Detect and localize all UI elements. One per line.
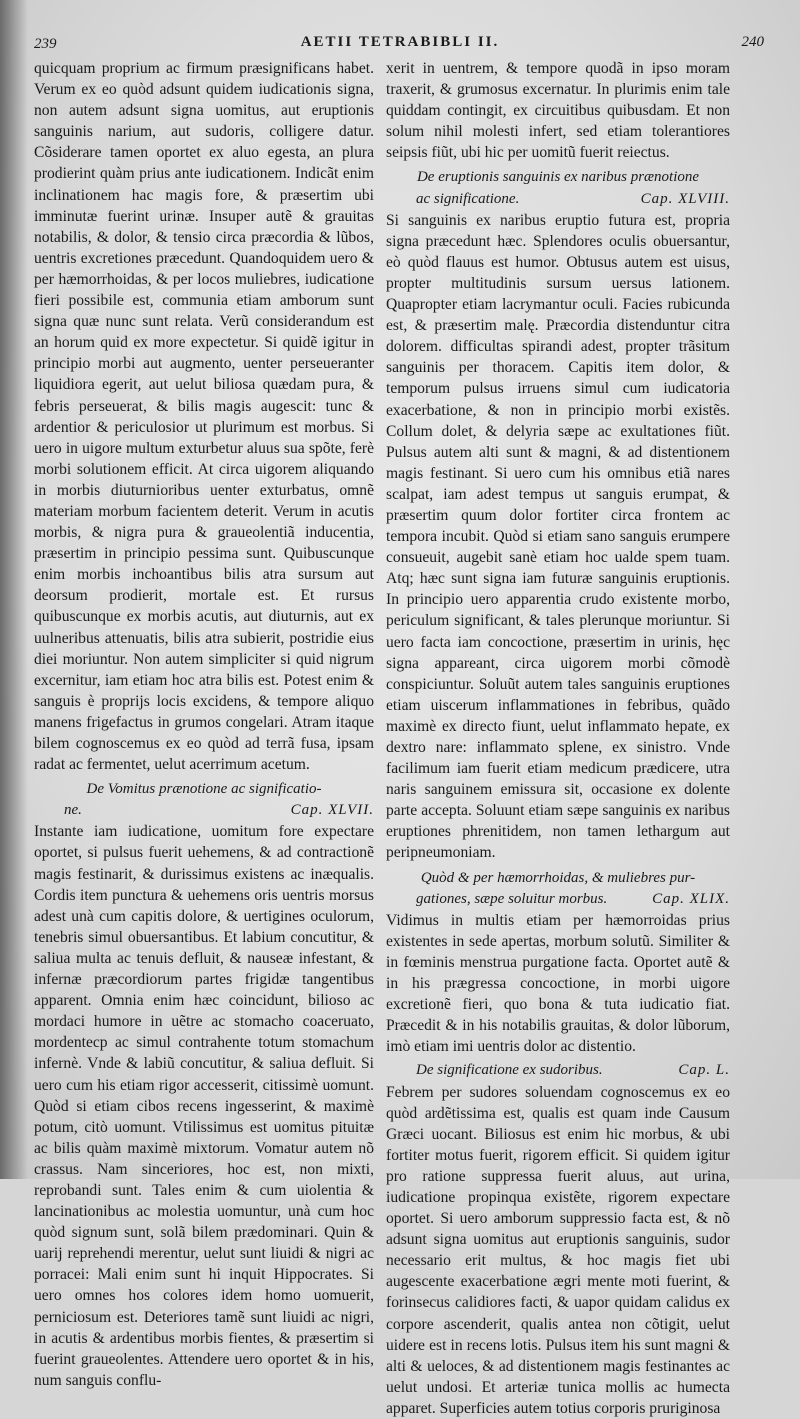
chapter-50-heading: [386, 1060, 730, 1081]
right-paragraph-2: Si sanguinis ex naribus eruptio futura est, propria signa præcedunt hæc. Splendores oculis obuersantur, eò quòd flauus est humor. Obtusus autem est uisus, propter multitudinis sursum uersus lationem. Quapropter etiam lacrymantur oculi. Facies rubicunda est, & præsertim malę. Præcordia distenduntur citra dolorem. difficultas spirandi adest, propter trãsitum sanguinis per thoracem. Capitis item dolor, & temporum pulsus irruens simul cum iudicatoria exacerbatione, & non in principio morbi existẽs. Collum dolet, & delyria sæpe ac exultationes fiũt. Pulsus autem alti sunt & magni, & ad distentionem magis festinant. Si uero cum his omnibus etiã nares scalpat, iam adest tempus ut sanguis erumpat, & præsertim quum dolor fortiter circa frontem ac tempora incubit. Quòd si etiam sano sanguis erumpere consueuit, augebit sanè etiam hoc ualde spem tuam. Atq; hæc sunt signa iam futuræ sanguinis eruptionis. In principio uero apparentia crudo existente morbo, periculum significant, & tales plerunque moriuntur. Si uero facta iam concoctione, præsertim in urinis, hęc signa appareant, circa uigorem morbi cõmodè conspiciuntur. Soluũt autem tales sanguinis eruptiones etiam uiscerum inflammationes in febribus, quãdo maximè ex directo fiunt, uelut inflammato hepate, ex dextro nare: inflammato splene, ex sinistro. Vnde facilimum iam fuerit etiam medicum prædicere, utra naris sanguinem emissura sit, occasione ex dolente parte accepta. Soluunt etiam sæpe sanguinis ex naribus eruptiones phrenitidem, non tamen lethargum aut peripneumoniam.: [386, 210, 730, 864]
right-paragraph-3: Vidimus in multis etiam per hæmorroidas prius existentes in sede apertas, morbum solutũ. Similiter & in fœminis menstrua purgatione facta. Oportet autẽ & in his prægressa concoctione, in morbi uigore excretionẽ fieri, quo bona & tuta iudicatio fiat. Præcedit & in his notabilis grauitas, & dolor lũborum, imò etiam imi uentris dolor ac distentio.: [386, 910, 730, 1058]
gutter-shadow: [0, 0, 28, 1179]
chapter-48-title-line1: De eruptionis sanguinis ex naribus prænotione: [386, 167, 730, 188]
chapter-49-number: Cap. XLIX.: [652, 889, 730, 910]
chapter-48-title-line2: ac significatione.: [416, 189, 519, 210]
folio-left: 239: [34, 36, 57, 53]
chapter-49-title-line1: Quòd & per hæmorrhoidas, & muliebres pur-: [386, 868, 730, 889]
chapter-48-number: Cap. XLVIII.: [641, 189, 730, 210]
chapter-49-title-line2: gationes, sæpe soluitur morbus.: [416, 889, 607, 910]
right-column: [386, 58, 730, 1168]
chapter-48-heading: [386, 167, 730, 209]
chapter-47-title-line2: ne.: [64, 800, 82, 821]
folio-right: 240: [742, 34, 765, 51]
chapter-47-title-line1: De Vomitus prænotione ac significatio-: [34, 779, 374, 800]
left-paragraph-2: Instante iam iudicatione, uomitum fore expectare oportet, si pulsus fuerit uehemens, & ad contractionẽ magis festinarit, & durissimus existens ac inæqualis. Cordis item punctura & uehemens oris uentris morsus adest unà cum capitis dolore, & uertigines oculorum, tenebris simul obuersantibus. Et labium concutitur, & saliua multa ac tenuis defluit, & nauseæ infestant, & infernæ præcordiorum partes frigidæ tangentibus apparent. Omnia enim hæc coincidunt, bilioso ac mordaci humore in uẽtre ac stomacho coaceruato, mordentecp ac simul contrahente totum stomachum infernè. Vnde & labiũ concutitur, & saliua defluit. Si uero cum his etiam rigor accesserit, citissimè uomunt. Quòd si etiam cibos recens ingesserint, & maximè potum, citò uomunt. Vtilissimus est uomitus pituitæ ac bilis quàm maximè mixtorum. Vomatur autem nõ crassus. Nam sinceriores, hoc est, non mixti, reprobandi sunt. Tales enim & cum uiolentia & lancinationibus ac molestia uomuntur, unà cum hoc quòd signum sunt, solã bilem prædominari. Quin & uarij reprehendi merentur, uelut sunt liuidi & nigri ac porracei: Mali enim sunt hi inquit Hippocrates. Si uero omnes hos colores idem homo uomuerit, perniciosum est. Deteriores tamẽ sunt liuidi ac nigri, in acutis & ardentibus morbis fientes, & præsertim si fuerint graueolentes. Attendere uero oportet & in his, num sanguis conflu-: [34, 821, 374, 1391]
running-title: AETII TETRABIBLI II.: [30, 34, 770, 51]
chapter-49-title-line2-row: [386, 889, 730, 910]
chapter-47-number: Cap. XLVII.: [291, 800, 374, 821]
chapter-50-number: Cap. L.: [678, 1060, 730, 1081]
left-paragraph-1: quicquam proprium ac firmum præsignificans habet. Verum ex eo quòd adsunt quidem iudicationis signa, non autem adsunt signa uomitus, aut eruptionis sanguinis narium, aut sudoris, colligere datur. Cõsiderare tamen oportet ex aluo egesta, an plura prodierint quàm prius ante iudicationem. Indicãt enim inclinationem hac magis fore, & præsertim ubi imminutæ fuerint urinæ. Insuper autẽ & grauitas notabilis, & dolor, & tensio circa præcordia & lũbos, uentris excretiones præcedunt. Quandoquidem uero & per hæmorrhoidas, & per locos muliebres, iudicatione fieri possibile est, communia etiam amborum sunt signa quæ nunc sunt relata. Verũ considerandum est an horum quid ex more expectetur. Si quidẽ igitur in principio morbi aut augmento, uenter perseueranter liquidiora egerit, aut uelut biliosa quædam pura, & febris perseuerat, & bilis magis augescit: tunc & ardentior & periculosior ut plurimum est morbus. Si uero in uigore multum exturbetur aluus sua spõte, ferè morbi solutionem efficit. At circa uigorem aliquando in morbis diuturnioribus uenter exturbatus, omnẽ materiam morbum facientem deterit. Verum in acutis morbis, & nigra pura & graueolentiã inducentia, præsertim in principio pessima sunt. Quibuscunque enim morbis inchoantibus bilis atra sursum aut deorsum prodierit, mortale est. Et rursus quibuscunque ex morbis acutis, aut diuturnis, aut ex uulneribus attenuatis, bilis atra subierit, postridie eius diei moriuntur. Non autem simpliciter si quid nigrum excernitur, iam etiam hoc atra bilis est. Potest enim & sanguis è proprijs locis excidens, & tempore aliquo manens frigefactus in grumos congelari. Atram itaque bilem cognoscemus ex eo quòd ad terrã fusa, ipsam radat ac fermentet, uelut acerrimum acetum.: [34, 58, 374, 775]
right-paragraph-4: Febrem per sudores soluendam cognoscemus ex eo quòd ardẽtissima est, qualis est quam inde Causum Græci uocant. Biliosus est enim hic morbus, & ubi fortiter motus fuerit, rigorem efficit. Si quidem igitur pro ratione suppressa fuerit aluus, aut urina, iudicatione propinqua existẽte, rigorem expectare oportet. Si uero amborum suppressio facta est, & nõ adsunt signa uomitus aut eruptionis sanguinis, sudor necessario erit multus, & hoc magis fiet ubi augescente exacerbatione ægri mente moti fuerint, & forinsecus calidiores facti, & uapor quidam calidus ex corpore ascenderit, qualis antea non cõtigit, uelut uidere est in recens lotis. Pulsus item his sunt magni & alti & ueloces, & ad distentionem magis festinantes ac uelut undosi. Et arteriæ tunica mollis ac humecta apparet. Superficies autem totius corporis pruriginosa: [386, 1082, 730, 1419]
chapter-47-title-line2-row: [34, 800, 374, 821]
right-paragraph-1: xerit in uentrem, & tempore quodã in ipso moram traxerit, & grumosus excernatur. In plurimis enim tale quiddam contingit, ex circuitibus quibusdam. Et non solum nihil molesti infert, sed etiam tolerantiores seipsis fiũt, ubi hic per uomitũ fuerit reiectus.: [386, 58, 730, 163]
left-column: [34, 58, 374, 1158]
chapter-49-heading: [386, 868, 730, 910]
chapter-47-heading: [34, 779, 374, 821]
chapter-50-title: De significatione ex sudoribus.: [416, 1060, 603, 1081]
chapter-48-title-line2-row: [386, 189, 730, 210]
page-header: [30, 34, 770, 54]
